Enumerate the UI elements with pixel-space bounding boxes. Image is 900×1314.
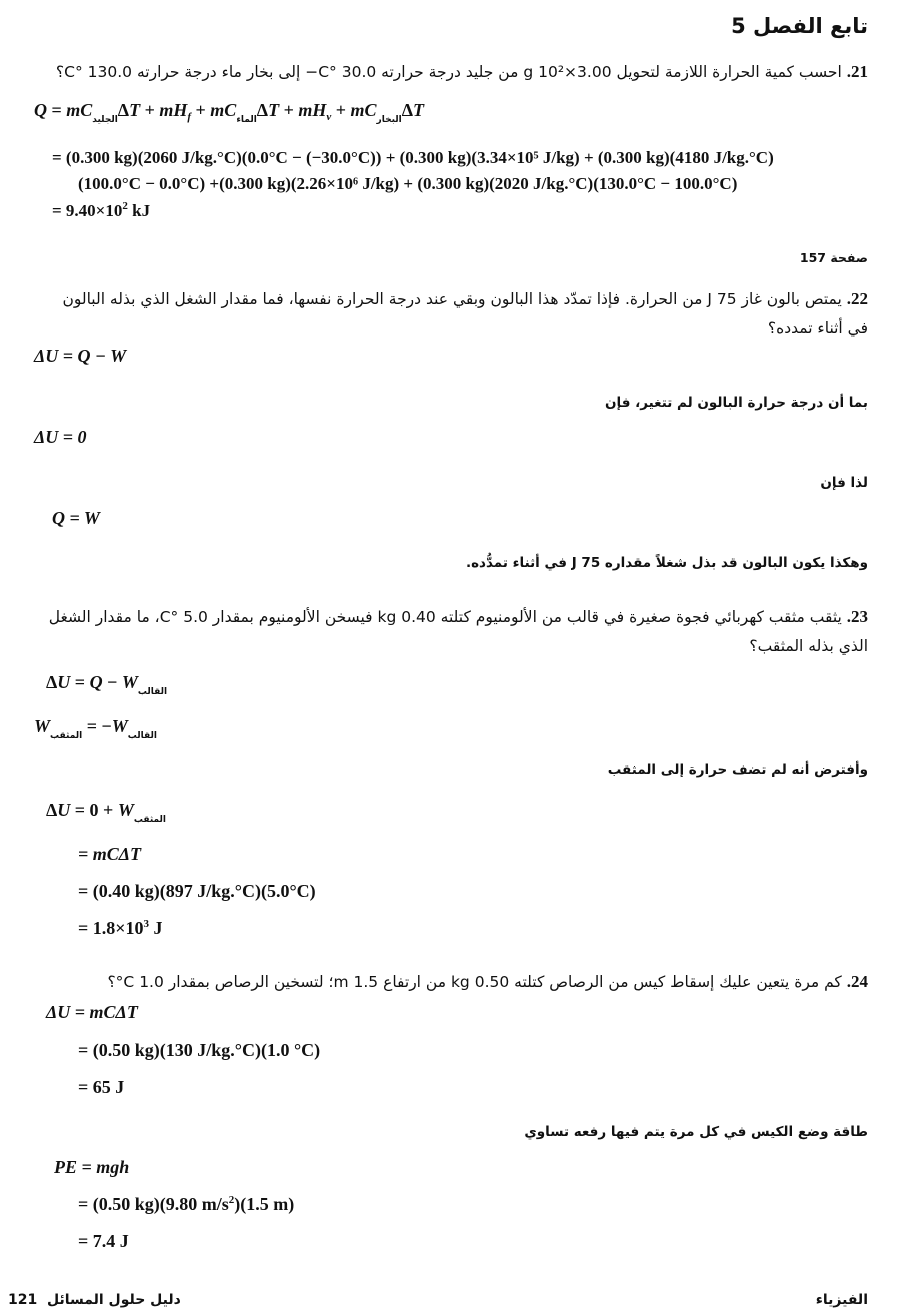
q21-equation-line3: (100.0°C − 0.0°C) +(0.300 kg)(2.26×10⁶ J/kg) + (0.300 kg)(2020 J/kg.°C)(130.0°C − 100.0°C) (78, 174, 738, 193)
eq-text: PE = mgh (54, 1157, 130, 1177)
question-text: احسب كمية الحرارة اللازمة لتحويل 3.00×10² g من جليد درجة حرارته 30.0 °C− إلى بخار ماء درجة حرارته 130.0 °C؟ (55, 63, 842, 81)
q23-note-1: وأفترض أنه لم تضف حرارة إلى المثقب (607, 762, 868, 778)
question-number: 21. (846, 62, 868, 81)
page-header-title: تابع الفصل 5 (731, 14, 868, 38)
result-value: = 9.40×10 (52, 201, 123, 220)
question-23-line2: الذي بذله المثقب؟ (749, 637, 868, 655)
subscript-block: القالب (137, 687, 168, 697)
q22-note-2: لذا فإن (820, 475, 868, 491)
q23-equation-5: = (0.40 kg)(897 J/kg.°C)(5.0°C) (78, 881, 316, 901)
footer-guide-label: دليل حلول المسائل (46, 1292, 181, 1308)
result-exponent: 2 (122, 200, 128, 212)
q24-equation-3: = 65 J (78, 1077, 125, 1097)
eq-value: = 1.8×10 (78, 918, 144, 938)
result-unit: kJ (127, 201, 151, 220)
question-number: 24. (846, 972, 868, 991)
footer-guide (8, 1292, 181, 1308)
question-text: يمتص بالون غاز 75 J من الحرارة. فإذا تمدّد هذا البالون وبقي عند درجة الحرارة نفسها، فما مقدار الشغل الذي بذله البالون (62, 290, 842, 308)
question-22-line1 (62, 287, 868, 311)
subscript-steam: البخار (376, 115, 402, 125)
question-22-line2: في أثناء تمدده؟ (767, 319, 868, 337)
q23-equation-4 (78, 844, 141, 865)
q23-equation-2: $W_{المثقب} = -W_{القالب}$ (34, 716, 157, 741)
subscript-drill: المثقب (133, 815, 167, 825)
eq-exponent: 2 (228, 1194, 235, 1206)
subscript-ice: الجليد (92, 115, 118, 125)
q21-result (52, 200, 150, 221)
q24-equation-2: = (0.50 kg)(130 J/kg.°C)(1.0 °C) (78, 1040, 321, 1060)
subscript-drill: المثقب (50, 731, 83, 741)
eq-text: Q = W (52, 508, 100, 528)
q23-equation-1: $\Delta U = Q - W_{القالب}$ (46, 672, 168, 697)
question-number: 23. (846, 607, 868, 626)
q24-equation-6: = 7.4 J (78, 1231, 129, 1251)
eq-text: = mCΔT (78, 844, 142, 864)
question-24 (107, 970, 868, 994)
eq-text: = (0.50 kg)(9.80 m/s (78, 1194, 229, 1214)
subscript-block: القالب (127, 731, 157, 741)
question-23-line1 (49, 605, 868, 629)
eq-text: )(1.5 m) (234, 1194, 295, 1214)
q24-note-1: طاقة وضع الكيس في كل مرة يتم فيها رفعه تساوي (524, 1124, 868, 1140)
eq-text: ΔU = 0 (34, 427, 87, 447)
q21-equation-formula: $Q = mC_{الجليد}\Delta T + mH_f + mC_{الماء}\Delta T + mH_v + mC_{البخار}\Delta T$ (34, 100, 425, 125)
eq-text: ΔU = Q − W (34, 346, 127, 366)
q21-equation-line2: = (0.300 kg)(2060 J/kg.°C)(0.0°C − (−30.0°C)) + (0.300 kg)(3.34×10⁵ J/kg) + (0.300 kg)(4180 J/kg.°C) (52, 148, 774, 167)
q22-equation-2 (34, 427, 87, 448)
q24-equation-1 (46, 1002, 138, 1023)
q22-equation-1 (34, 346, 126, 367)
q22-note-1: بما أن درجة حرارة البالون لم تتغير، فإن (604, 395, 868, 411)
eq-exponent: 3 (143, 918, 150, 930)
q22-equation-3 (52, 508, 100, 529)
footer-subject: الفيزياء (815, 1292, 868, 1308)
q22-note-3: وهكذا يكون البالون قد بذل شغلاً مقداره 75 J في أثناء تمدُّده. (465, 555, 868, 571)
q24-equation-4 (54, 1157, 129, 1178)
question-text: كم مرة يتعين عليك إسقاط كيس من الرصاص كتلته 0.50 kg من ارتفاع 1.5 m؛ لتسخين الرصاص بمقدار 1.0 C°؟ (107, 973, 842, 991)
eq-unit: J (149, 918, 163, 938)
page-reference: صفحة 157 (799, 250, 868, 265)
q23-equation-6 (78, 918, 163, 939)
q24-equation-5 (78, 1194, 294, 1215)
footer-page-number: 121 (8, 1292, 38, 1308)
q23-equation-3: $\Delta U = 0 + W_{المثقب}$ (46, 800, 167, 825)
question-21 (56, 60, 868, 84)
subscript-water: الماء (236, 115, 257, 125)
question-text: يثقب مثقب كهربائي فجوة صغيرة في قالب من الألومنيوم كتلته 0.40 kg فيسخن الألومنيوم بمقدار 5.0 °C، ما مقدار الشغل (48, 608, 842, 626)
question-number: 22. (846, 289, 868, 308)
eq-text: ΔU = mCΔT (46, 1002, 138, 1022)
